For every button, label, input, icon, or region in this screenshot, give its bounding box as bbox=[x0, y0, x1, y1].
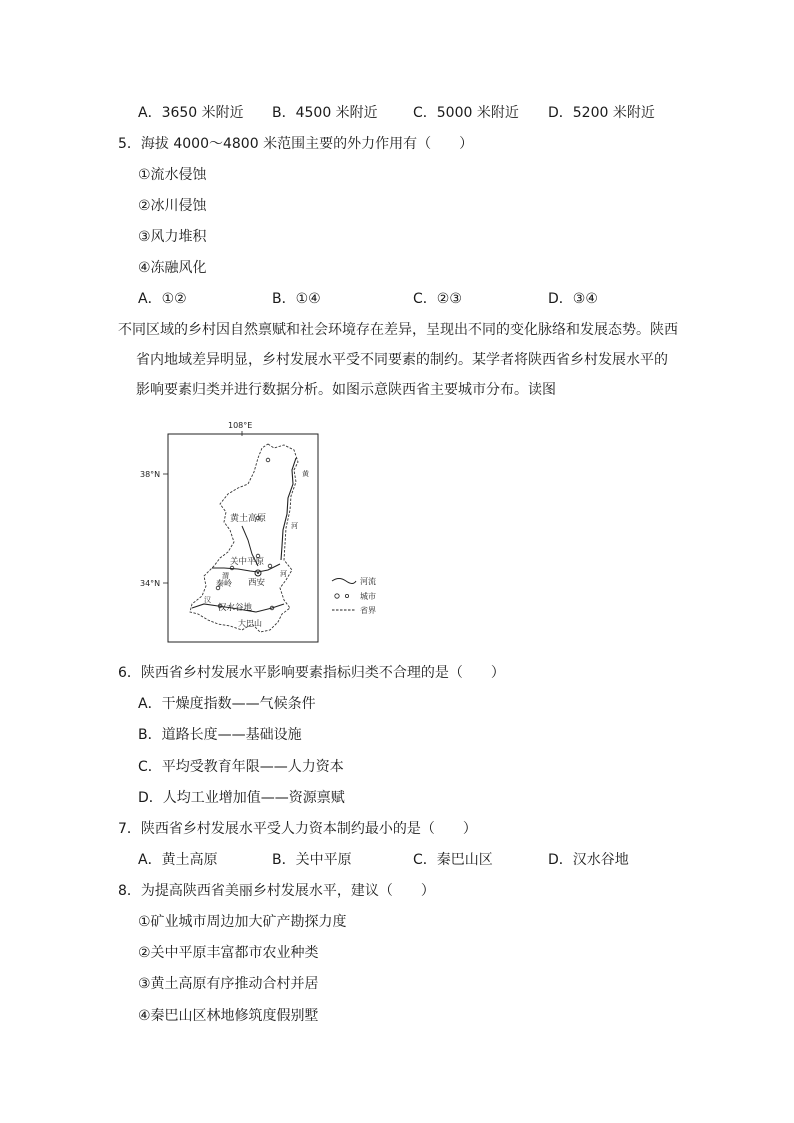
passage-line-1: 不同区域的乡村因自然禀赋和社会环境存在差异，呈现出不同的变化脉络和发展态势。陕西 bbox=[118, 322, 678, 338]
city-marker bbox=[268, 564, 272, 568]
q4-option-b: B．4500 米附近 bbox=[272, 105, 378, 121]
q8-item-4: ④秦巴山区林地修筑度假别墅 bbox=[138, 1008, 319, 1024]
q5-item-4: ④冻融风化 bbox=[138, 260, 207, 276]
legend-river: 河流 bbox=[360, 577, 376, 586]
passage-line-2: 省内地域差异明显，乡村发展水平受不同要素的制约。某学者将陕西省乡村发展水平的 bbox=[136, 352, 668, 368]
q5-item-3: ③风力堆积 bbox=[138, 229, 207, 245]
yellow-river bbox=[281, 458, 296, 560]
capital-marker-dot bbox=[257, 572, 259, 574]
q5-option-c: C．②③ bbox=[413, 291, 462, 307]
legend-city-symbol bbox=[335, 594, 339, 598]
label-qinling: 秦岭 bbox=[216, 579, 232, 588]
longitude-label: 108°E bbox=[228, 421, 253, 430]
lat-38-label: 38°N bbox=[140, 470, 161, 479]
q7-stem: 7．陕西省乡村发展水平受人力资本制约最小的是（ ） bbox=[118, 821, 477, 837]
q5-stem: 5．海拔 4000～4800 米范围主要的外力作用有（ ） bbox=[118, 136, 474, 152]
q7-option-b: B．关中平原 bbox=[272, 852, 352, 868]
q5-item-1: ①流水侵蚀 bbox=[138, 167, 207, 183]
q4-option-d: D．5200 米附近 bbox=[548, 105, 655, 121]
label-han: 汉 bbox=[204, 596, 211, 604]
lat-34-label: 34°N bbox=[140, 579, 161, 588]
q5-option-d: D．③④ bbox=[548, 291, 598, 307]
q5-option-a: A．①② bbox=[138, 291, 187, 307]
label-xian: 西安 bbox=[248, 578, 266, 588]
q6-option-b: B．道路长度——基础设施 bbox=[138, 727, 302, 743]
label-loess-plateau: 黄土高原 bbox=[230, 514, 267, 524]
passage-line-3: 影响要素归类并进行数据分析。如图示意陕西省主要城市分布。读图 bbox=[136, 382, 556, 398]
q8-item-1: ①矿业城市周边加大矿产勘探力度 bbox=[138, 914, 347, 930]
q7-option-d: D．汉水谷地 bbox=[548, 852, 629, 868]
legend-river-symbol bbox=[332, 579, 356, 584]
label-he: 河 bbox=[291, 522, 298, 530]
label-hanshui-valley: 汉水谷地 bbox=[218, 603, 253, 613]
q6-option-c: C．平均受教育年限——人力资本 bbox=[138, 759, 344, 775]
q8-stem: 8．为提高陕西省美丽乡村发展水平，建议（ ） bbox=[118, 883, 435, 899]
q6-stem: 6．陕西省乡村发展水平影响要素指标归类不合理的是（ ） bbox=[118, 665, 505, 681]
label-guanzhong-plain: 关中平原 bbox=[230, 557, 265, 567]
q5-option-b: B．①④ bbox=[272, 291, 321, 307]
label-wei: 渭 bbox=[222, 572, 229, 580]
label-wei-he: 河 bbox=[280, 570, 287, 578]
passage bbox=[118, 315, 678, 405]
q4-option-c: C．5000 米附近 bbox=[413, 105, 519, 121]
city-marker bbox=[266, 458, 270, 462]
q5-item-2: ②冰川侵蚀 bbox=[138, 198, 207, 214]
shaanxi-map-figure bbox=[134, 418, 394, 648]
q7-option-c: C．秦巴山区 bbox=[413, 852, 493, 868]
q6-option-d: D．人均工业增加值——资源禀赋 bbox=[138, 790, 345, 806]
legend-boundary: 省界 bbox=[360, 606, 376, 615]
q6-option-a: A．干燥度指数——气候条件 bbox=[138, 696, 316, 712]
label-dabashan: 大巴山 bbox=[238, 619, 262, 628]
q4-option-a: A．3650 米附近 bbox=[138, 105, 244, 121]
legend-city: 城市 bbox=[360, 592, 376, 601]
label-huang: 黄 bbox=[302, 470, 309, 478]
q8-item-2: ②关中平原丰富都市农业种类 bbox=[138, 945, 319, 961]
q7-option-a: A．黄土高原 bbox=[138, 852, 218, 868]
q8-item-3: ③黄土高原有序推动合村并居 bbox=[138, 976, 319, 992]
